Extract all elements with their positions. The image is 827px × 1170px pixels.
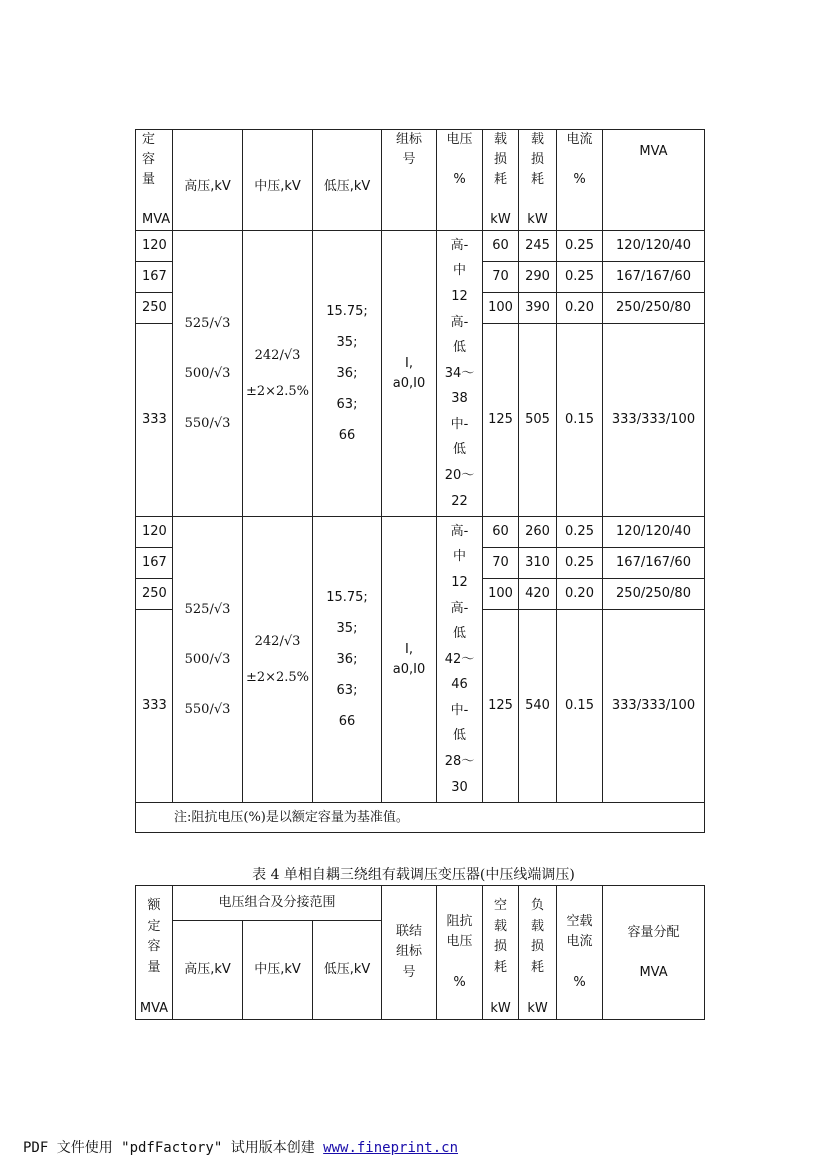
header-lv: 低压,kV bbox=[313, 130, 382, 231]
mv-cell: 242/√3 ±2×2.5% bbox=[243, 517, 313, 803]
distribution-cell: 120/120/40 bbox=[603, 231, 705, 262]
header-noload-current: 电流 % bbox=[557, 130, 603, 231]
capacity-cell: 120 bbox=[136, 231, 173, 262]
lv-cell: 15.75; 35; 36; 63; 66 bbox=[313, 517, 382, 803]
transformer-table-3 bbox=[135, 129, 705, 833]
load-loss-cell: 420 bbox=[519, 579, 557, 610]
noload-current-cell: 0.25 bbox=[557, 517, 603, 548]
header-impedance: 电压 % bbox=[437, 130, 483, 231]
group-cell: Ⅰ, a0,Ⅰ0 bbox=[382, 517, 437, 803]
note-row bbox=[136, 803, 705, 833]
table-header-row bbox=[136, 886, 705, 921]
distribution-cell: 120/120/40 bbox=[603, 517, 705, 548]
header-lv: 低压,kV bbox=[313, 921, 382, 1020]
mv-cell: 242/√3 ±2×2.5% bbox=[243, 231, 313, 517]
hv-cell: 525/√3 500/√3 550/√3 bbox=[173, 231, 243, 517]
group-cell: Ⅰ, a0,Ⅰ0 bbox=[382, 231, 437, 517]
footer-link[interactable]: www.fineprint.cn bbox=[323, 1140, 459, 1156]
header-distribution: MVA bbox=[603, 130, 705, 231]
noload-current-cell: 0.15 bbox=[557, 324, 603, 517]
capacity-cell: 333 bbox=[136, 324, 173, 517]
noload-loss-cell: 125 bbox=[483, 324, 519, 517]
capacity-cell: 120 bbox=[136, 517, 173, 548]
distribution-cell: 333/333/100 bbox=[603, 324, 705, 517]
table-row bbox=[136, 231, 705, 262]
capacity-cell: 250 bbox=[136, 579, 173, 610]
noload-current-cell: 0.20 bbox=[557, 579, 603, 610]
noload-current-cell: 0.25 bbox=[557, 231, 603, 262]
noload-loss-cell: 70 bbox=[483, 262, 519, 293]
noload-loss-cell: 60 bbox=[483, 231, 519, 262]
header-noload-current: 空载 电流 % bbox=[557, 886, 603, 1020]
header-group: 联结 组标 号 bbox=[382, 886, 437, 1020]
distribution-cell: 167/167/60 bbox=[603, 548, 705, 579]
load-loss-cell: 290 bbox=[519, 262, 557, 293]
table-row bbox=[136, 517, 705, 548]
noload-current-cell: 0.25 bbox=[557, 548, 603, 579]
header-load-loss: 负 载 损 耗 kW bbox=[519, 886, 557, 1020]
load-loss-cell: 540 bbox=[519, 610, 557, 803]
footer-text: PDF 文件使用 "pdfFactory" 试用版本创建 bbox=[23, 1140, 324, 1156]
hv-cell: 525/√3 500/√3 550/√3 bbox=[173, 517, 243, 803]
load-loss-cell: 260 bbox=[519, 517, 557, 548]
noload-current-cell: 0.20 bbox=[557, 293, 603, 324]
capacity-cell: 167 bbox=[136, 262, 173, 293]
distribution-cell: 333/333/100 bbox=[603, 610, 705, 803]
capacity-cell: 167 bbox=[136, 548, 173, 579]
header-mv: 中压,kV bbox=[243, 130, 313, 231]
impedance-cell: 高- 中 12 高- 低 34～ 38 中- 低 20～ 22 bbox=[437, 231, 483, 517]
impedance-cell: 高- 中 12 高- 低 42～ 46 中- 低 28～ 30 bbox=[437, 517, 483, 803]
header-hv: 高压,kV bbox=[173, 130, 243, 231]
header-load-loss: 载 损 耗 kW bbox=[519, 130, 557, 231]
header-capacity: 额 定 容 量 MVA bbox=[136, 886, 173, 1020]
header-noload-loss: 空 载 损 耗 kW bbox=[483, 886, 519, 1020]
header-distribution: 容量分配 MVA bbox=[603, 886, 705, 1020]
load-loss-cell: 390 bbox=[519, 293, 557, 324]
noload-loss-cell: 100 bbox=[483, 579, 519, 610]
noload-current-cell: 0.15 bbox=[557, 610, 603, 803]
load-loss-cell: 245 bbox=[519, 231, 557, 262]
load-loss-cell: 310 bbox=[519, 548, 557, 579]
header-capacity: 定 容 量 MVA bbox=[136, 130, 173, 231]
table-note: 注:阻抗电压(%)是以额定容量为基准值。 bbox=[136, 803, 705, 833]
header-hv: 高压,kV bbox=[173, 921, 243, 1020]
pdf-footer bbox=[23, 1137, 458, 1157]
noload-loss-cell: 60 bbox=[483, 517, 519, 548]
distribution-cell: 167/167/60 bbox=[603, 262, 705, 293]
header-voltage-group: 电压组合及分接范围 bbox=[173, 886, 382, 921]
capacity-cell: 250 bbox=[136, 293, 173, 324]
distribution-cell: 250/250/80 bbox=[603, 579, 705, 610]
header-impedance: 阻抗 电压 % bbox=[437, 886, 483, 1020]
header-noload-loss: 载 损 耗 kW bbox=[483, 130, 519, 231]
noload-loss-cell: 100 bbox=[483, 293, 519, 324]
header-group: 组标 号 bbox=[382, 130, 437, 231]
transformer-table-4 bbox=[135, 885, 705, 1020]
distribution-cell: 250/250/80 bbox=[603, 293, 705, 324]
lv-cell: 15.75; 35; 36; 63; 66 bbox=[313, 231, 382, 517]
load-loss-cell: 505 bbox=[519, 324, 557, 517]
noload-loss-cell: 125 bbox=[483, 610, 519, 803]
table-header-row bbox=[136, 130, 705, 231]
noload-current-cell: 0.25 bbox=[557, 262, 603, 293]
noload-loss-cell: 70 bbox=[483, 548, 519, 579]
header-mv: 中压,kV bbox=[243, 921, 313, 1020]
table-4-caption: 表 4 单相自耦三绕组有载调压变压器(中压线端调压) bbox=[252, 867, 575, 883]
capacity-cell: 333 bbox=[136, 610, 173, 803]
